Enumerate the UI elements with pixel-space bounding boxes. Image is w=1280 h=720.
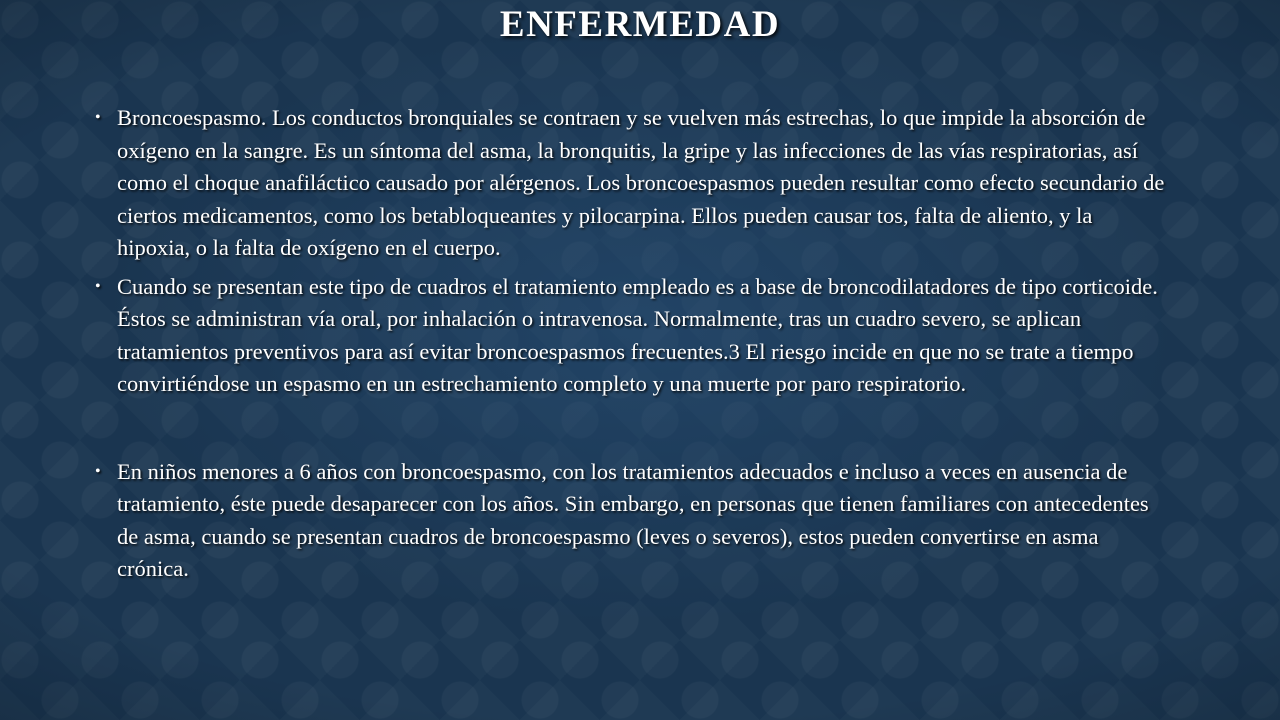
bullet-item	[95, 456, 1170, 586]
bullet-list	[95, 102, 1170, 586]
bullet-text: Broncoespasmo. Los conductos bronquiales se contraen y se vuelven más estrechas, lo que impide la absorción de oxígeno en la sangre. Es un síntoma del asma, la bronquitis, la gripe y las infecciones de las vías respiratorias, así como el choque anafiláctico causado por alérgenos. Los broncoespasmos pueden resultar como efecto secundario de ciertos medicamentos, como los betabloqueantes y pilocarpina. Ellos pueden causar tos, falta de aliento, y la hipoxia, o la falta de oxígeno en el cuerpo.	[117, 105, 1165, 260]
bullet-item	[95, 271, 1170, 401]
bullet-dot-icon: •	[95, 277, 101, 295]
bullet-item	[95, 102, 1170, 265]
bullet-text: Cuando se presentan este tipo de cuadros el tratamiento empleado es a base de broncodilatadores de tipo corticoide. Éstos se administran vía oral, por inhalación o intravenosa. Normalmente, tras un cuadro severo, se aplican tratamientos preventivos para así evitar broncoespasmos frecuentes.3 El riesgo incide en que no se trate a tiempo convirtiéndose un espasmo en un estrechamiento completo y una muerte por paro respiratorio.	[117, 273, 1158, 396]
slide-title: ENFERMEDAD	[499, 4, 781, 45]
bullet-text: En niños menores a 6 años con broncoespasmo, con los tratamientos adecuados e incluso a veces en ausencia de tratamiento, éste puede desaparecer con los años. Sin embargo, en personas que tienen familiares con antecedentes de asma, cuando se presentan cuadros de broncoespasmo (leves o severos), estos pueden convertirse en asma crónica.	[117, 458, 1149, 581]
bullet-dot-icon: •	[95, 462, 101, 480]
bullet-dot-icon: •	[95, 109, 101, 126]
